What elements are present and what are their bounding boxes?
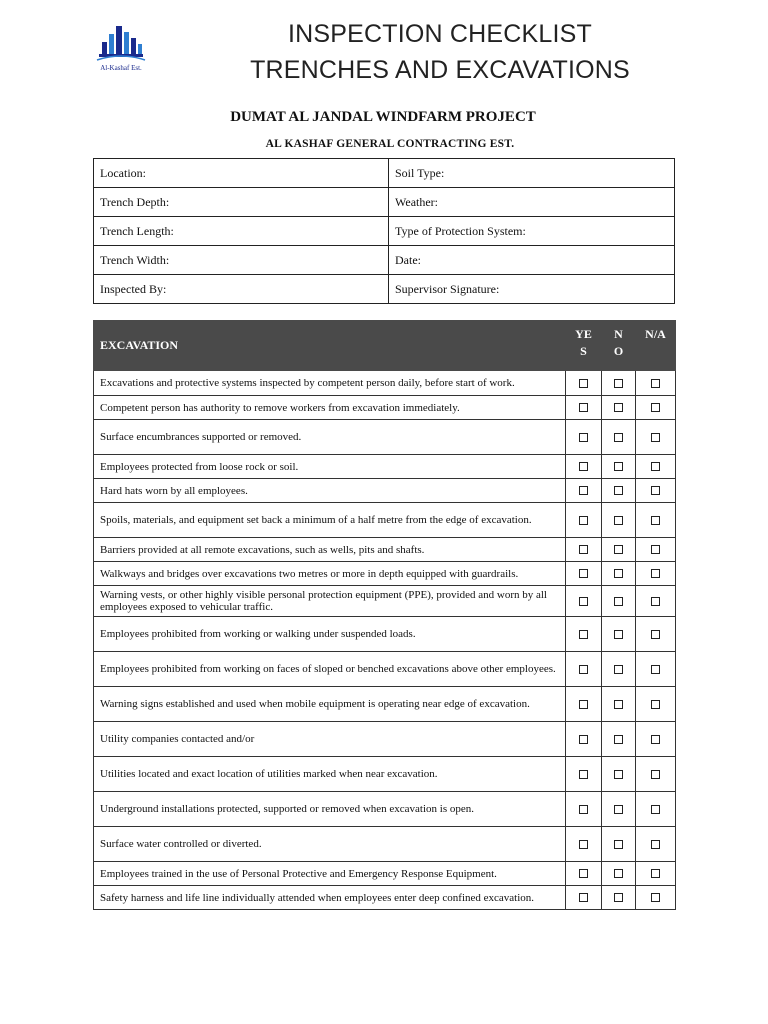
checklist-question: Employees prohibited from working or walking under suspended loads. [94, 617, 566, 652]
yes-cell [566, 586, 602, 617]
yes-checkbox[interactable] [579, 869, 588, 878]
no-checkbox[interactable] [614, 840, 623, 849]
yes-cell [566, 792, 602, 827]
na-cell [636, 652, 676, 687]
table-row [94, 586, 676, 617]
na-cell [636, 538, 676, 562]
yes-cell [566, 503, 602, 538]
yes-checkbox[interactable] [579, 630, 588, 639]
no-checkbox[interactable] [614, 735, 623, 744]
column-na-header: N/A [636, 321, 676, 371]
no-checkbox[interactable] [614, 869, 623, 878]
location-field[interactable]: Location: [94, 159, 389, 188]
na-checkbox[interactable] [651, 597, 660, 606]
no-checkbox[interactable] [614, 379, 623, 388]
no-checkbox[interactable] [614, 462, 623, 471]
yes-checkbox[interactable] [579, 545, 588, 554]
na-checkbox[interactable] [651, 735, 660, 744]
yes-checkbox[interactable] [579, 379, 588, 388]
logo-text: Al-Kashaf Est. [100, 64, 142, 72]
yes-cell [566, 420, 602, 455]
yes-checkbox[interactable] [579, 462, 588, 471]
yes-cell [566, 455, 602, 479]
yes-checkbox[interactable] [579, 770, 588, 779]
yes-checkbox[interactable] [579, 893, 588, 902]
no-checkbox[interactable] [614, 700, 623, 709]
page-subtitle: TRENCHES AND EXCAVATIONS [250, 56, 630, 84]
table-row [94, 792, 676, 827]
no-cell [602, 652, 636, 687]
na-cell [636, 862, 676, 886]
na-checkbox[interactable] [651, 379, 660, 388]
column-no-header: N O [602, 321, 636, 371]
no-cell [602, 538, 636, 562]
no-cell [602, 757, 636, 792]
na-checkbox[interactable] [651, 805, 660, 814]
na-checkbox[interactable] [651, 665, 660, 674]
yes-checkbox[interactable] [579, 805, 588, 814]
checklist-question: Warning signs established and used when mobile equipment is operating near edge of excavation. [94, 687, 566, 722]
table-row [94, 420, 676, 455]
na-checkbox[interactable] [651, 840, 660, 849]
table-row [94, 538, 676, 562]
no-checkbox[interactable] [614, 516, 623, 525]
na-cell [636, 479, 676, 503]
no-checkbox[interactable] [614, 893, 623, 902]
no-cell [602, 455, 636, 479]
no-cell [602, 617, 636, 652]
na-cell [636, 886, 676, 910]
table-row [94, 652, 676, 687]
checklist-question: Barriers provided at all remote excavations, such as wells, pits and shafts. [94, 538, 566, 562]
yes-cell [566, 538, 602, 562]
table-row [94, 886, 676, 910]
na-cell [636, 562, 676, 586]
yes-cell [566, 562, 602, 586]
yes-checkbox[interactable] [579, 840, 588, 849]
na-checkbox[interactable] [651, 433, 660, 442]
trench-width-field[interactable]: Trench Width: [94, 246, 389, 275]
na-checkbox[interactable] [651, 893, 660, 902]
yes-checkbox[interactable] [579, 403, 588, 412]
na-checkbox[interactable] [651, 516, 660, 525]
na-cell [636, 757, 676, 792]
na-cell [636, 503, 676, 538]
yes-checkbox[interactable] [579, 665, 588, 674]
na-checkbox[interactable] [651, 569, 660, 578]
yes-cell [566, 396, 602, 420]
yes-cell [566, 617, 602, 652]
no-checkbox[interactable] [614, 665, 623, 674]
excavation-checklist-table [93, 320, 676, 910]
weather-field[interactable]: Weather: [389, 188, 675, 217]
no-checkbox[interactable] [614, 433, 623, 442]
checklist-question: Surface water controlled or diverted. [94, 827, 566, 862]
na-checkbox[interactable] [651, 462, 660, 471]
na-checkbox[interactable] [651, 403, 660, 412]
no-checkbox[interactable] [614, 569, 623, 578]
checklist-question: Excavations and protective systems inspected by competent person daily, before start of work. [94, 371, 566, 396]
no-checkbox[interactable] [614, 597, 623, 606]
company-name: AL KASHAF GENERAL CONTRACTING EST. [265, 138, 515, 150]
building-logo-icon [93, 24, 149, 64]
no-cell [602, 687, 636, 722]
company-logo [93, 24, 149, 78]
no-checkbox[interactable] [614, 403, 623, 412]
checklist-body [94, 371, 676, 910]
na-cell [636, 371, 676, 396]
yes-cell [566, 827, 602, 862]
no-checkbox[interactable] [614, 486, 623, 495]
protection-system-field[interactable]: Type of Protection System: [389, 217, 675, 246]
na-checkbox[interactable] [651, 770, 660, 779]
na-checkbox[interactable] [651, 869, 660, 878]
no-cell [602, 792, 636, 827]
soil-type-field[interactable]: Soil Type: [389, 159, 675, 188]
inspected-by-field[interactable]: Inspected By: [94, 275, 389, 304]
na-cell [636, 827, 676, 862]
checklist-question: Employees prohibited from working on faces of sloped or benched excavations above other employees. [94, 652, 566, 687]
checklist-question: Underground installations protected, supported or removed when excavation is open. [94, 792, 566, 827]
na-cell [636, 396, 676, 420]
section-title: EXCAVATION [94, 321, 566, 371]
yes-cell [566, 371, 602, 396]
table-row [94, 562, 676, 586]
column-yes-header: YE S [566, 321, 602, 371]
supervisor-signature-field[interactable]: Supervisor Signature: [389, 275, 675, 304]
no-cell [602, 586, 636, 617]
table-row [94, 757, 676, 792]
no-cell [602, 827, 636, 862]
table-row [94, 827, 676, 862]
no-cell [602, 420, 636, 455]
yes-checkbox[interactable] [579, 486, 588, 495]
no-cell [602, 886, 636, 910]
page-title: INSPECTION CHECKLIST [287, 20, 593, 48]
no-cell [602, 479, 636, 503]
na-checkbox[interactable] [651, 486, 660, 495]
yes-checkbox[interactable] [579, 597, 588, 606]
yes-checkbox[interactable] [579, 433, 588, 442]
inspection-info-table [93, 158, 675, 304]
trench-depth-field[interactable]: Trench Depth: [94, 188, 389, 217]
table-row [94, 479, 676, 503]
project-name: DUMAT AL JANDAL WINDFARM PROJECT [230, 109, 536, 125]
table-row [94, 455, 676, 479]
no-checkbox[interactable] [614, 630, 623, 639]
yes-cell [566, 757, 602, 792]
table-row [94, 687, 676, 722]
na-checkbox[interactable] [651, 700, 660, 709]
no-cell [602, 371, 636, 396]
table-row [94, 396, 676, 420]
table-row [94, 503, 676, 538]
trench-length-field[interactable]: Trench Length: [94, 217, 389, 246]
table-row [94, 371, 676, 396]
na-checkbox[interactable] [651, 630, 660, 639]
na-cell [636, 792, 676, 827]
no-checkbox[interactable] [614, 545, 623, 554]
yes-cell [566, 862, 602, 886]
na-cell [636, 420, 676, 455]
checklist-question: Hard hats worn by all employees. [94, 479, 566, 503]
yes-cell [566, 687, 602, 722]
yes-cell [566, 886, 602, 910]
yes-checkbox[interactable] [579, 569, 588, 578]
no-cell [602, 862, 636, 886]
na-cell [636, 687, 676, 722]
yes-checkbox[interactable] [579, 735, 588, 744]
no-checkbox[interactable] [614, 805, 623, 814]
checklist-question: Walkways and bridges over excavations two metres or more in depth equipped with guardrails. [94, 562, 566, 586]
checklist-question: Surface encumbrances supported or removed. [94, 420, 566, 455]
yes-cell [566, 652, 602, 687]
no-checkbox[interactable] [614, 770, 623, 779]
checklist-question: Utility companies contacted and/or [94, 722, 566, 757]
checklist-question: Safety harness and life line individually attended when employees enter deep confined excavation. [94, 886, 566, 910]
checklist-question: Employees protected from loose rock or soil. [94, 455, 566, 479]
yes-checkbox[interactable] [579, 700, 588, 709]
no-cell [602, 562, 636, 586]
na-cell [636, 617, 676, 652]
yes-cell [566, 479, 602, 503]
no-cell [602, 396, 636, 420]
yes-cell [566, 722, 602, 757]
table-row [94, 862, 676, 886]
na-cell [636, 455, 676, 479]
checklist-question: Utilities located and exact location of utilities marked when near excavation. [94, 757, 566, 792]
checklist-question: Warning vests, or other highly visible personal protection equipment (PPE), provided and worn by all employees exposed to vehicular traffic. [94, 586, 566, 617]
yes-checkbox[interactable] [579, 516, 588, 525]
checklist-question: Employees trained in the use of Personal Protective and Emergency Response Equipment. [94, 862, 566, 886]
na-cell [636, 722, 676, 757]
checklist-question: Competent person has authority to remove workers from excavation immediately. [94, 396, 566, 420]
table-row [94, 722, 676, 757]
date-field[interactable]: Date: [389, 246, 675, 275]
checklist-question: Spoils, materials, and equipment set back a minimum of a half metre from the edge of excavation. [94, 503, 566, 538]
na-cell [636, 586, 676, 617]
na-checkbox[interactable] [651, 545, 660, 554]
table-row [94, 617, 676, 652]
no-cell [602, 503, 636, 538]
no-cell [602, 722, 636, 757]
